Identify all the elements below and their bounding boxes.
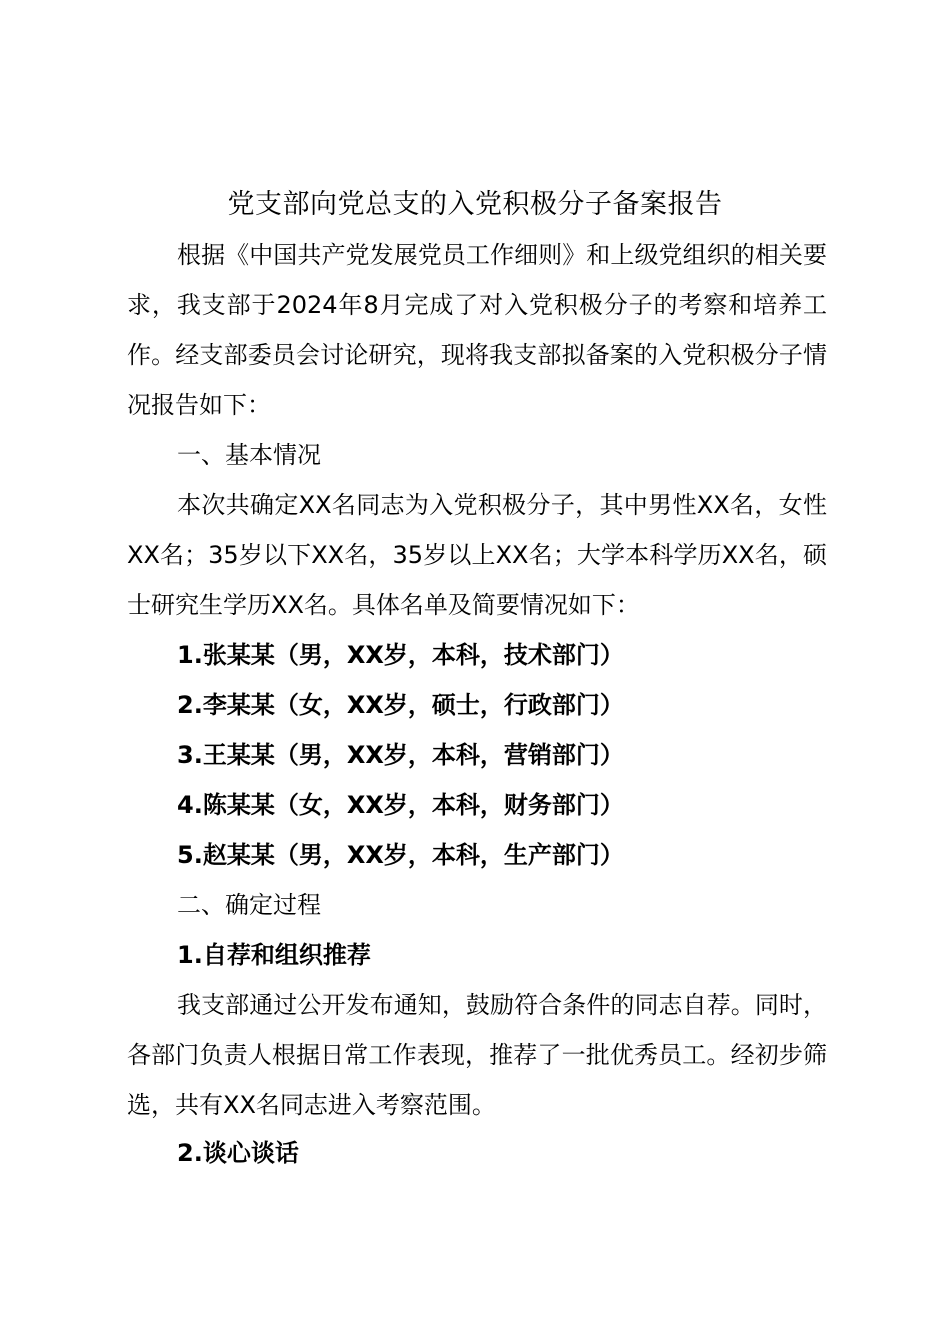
member-item-5: 5.赵某某（男，XX岁，本科，生产部门） <box>177 841 624 869</box>
member-item-4: 4.陈某某（女，XX岁，本科，财务部门） <box>177 791 624 819</box>
member-item-3: 3.王某某（男，XX岁，本科，营销部门） <box>177 741 624 769</box>
subsection2-heading: 2.谈心谈话 <box>177 1139 299 1167</box>
member-item-2: 2.李某某（女，XX岁，硕士，行政部门） <box>177 691 624 719</box>
intro-paragraph: 根据《中国共产党发展党员工作细则》和上级党组织的相关要求，我支部于2024年8月完成了对入党积极分子的考察和培养工作。经支部委员会讨论研究，现将我支部拟备案的入党积极分子情况报告如下： <box>127 241 827 419</box>
subsection1-heading: 1.自荐和组织推荐 <box>177 941 371 969</box>
section1-heading: 一、基本情况 <box>177 441 321 469</box>
subsection1-paragraph: 我支部通过公开发布通知，鼓励符合条件的同志自荐。同时，各部门负责人根据日常工作表现，推荐了一批优秀员工。经初步筛选，共有XX名同志进入考察范围。 <box>127 991 827 1119</box>
document-title: 党支部向党总支的入党积极分子备案报告 <box>227 189 723 220</box>
member-item-1: 1.张某某（男，XX岁，本科，技术部门） <box>177 641 624 669</box>
section2-heading: 二、确定过程 <box>177 891 321 919</box>
section1-paragraph: 本次共确定XX名同志为入党积极分子，其中男性XX名，女性XX名；35岁以下XX名，35岁以上XX名；大学本科学历XX名，硕士研究生学历XX名。具体名单及简要情况如下： <box>127 491 827 619</box>
